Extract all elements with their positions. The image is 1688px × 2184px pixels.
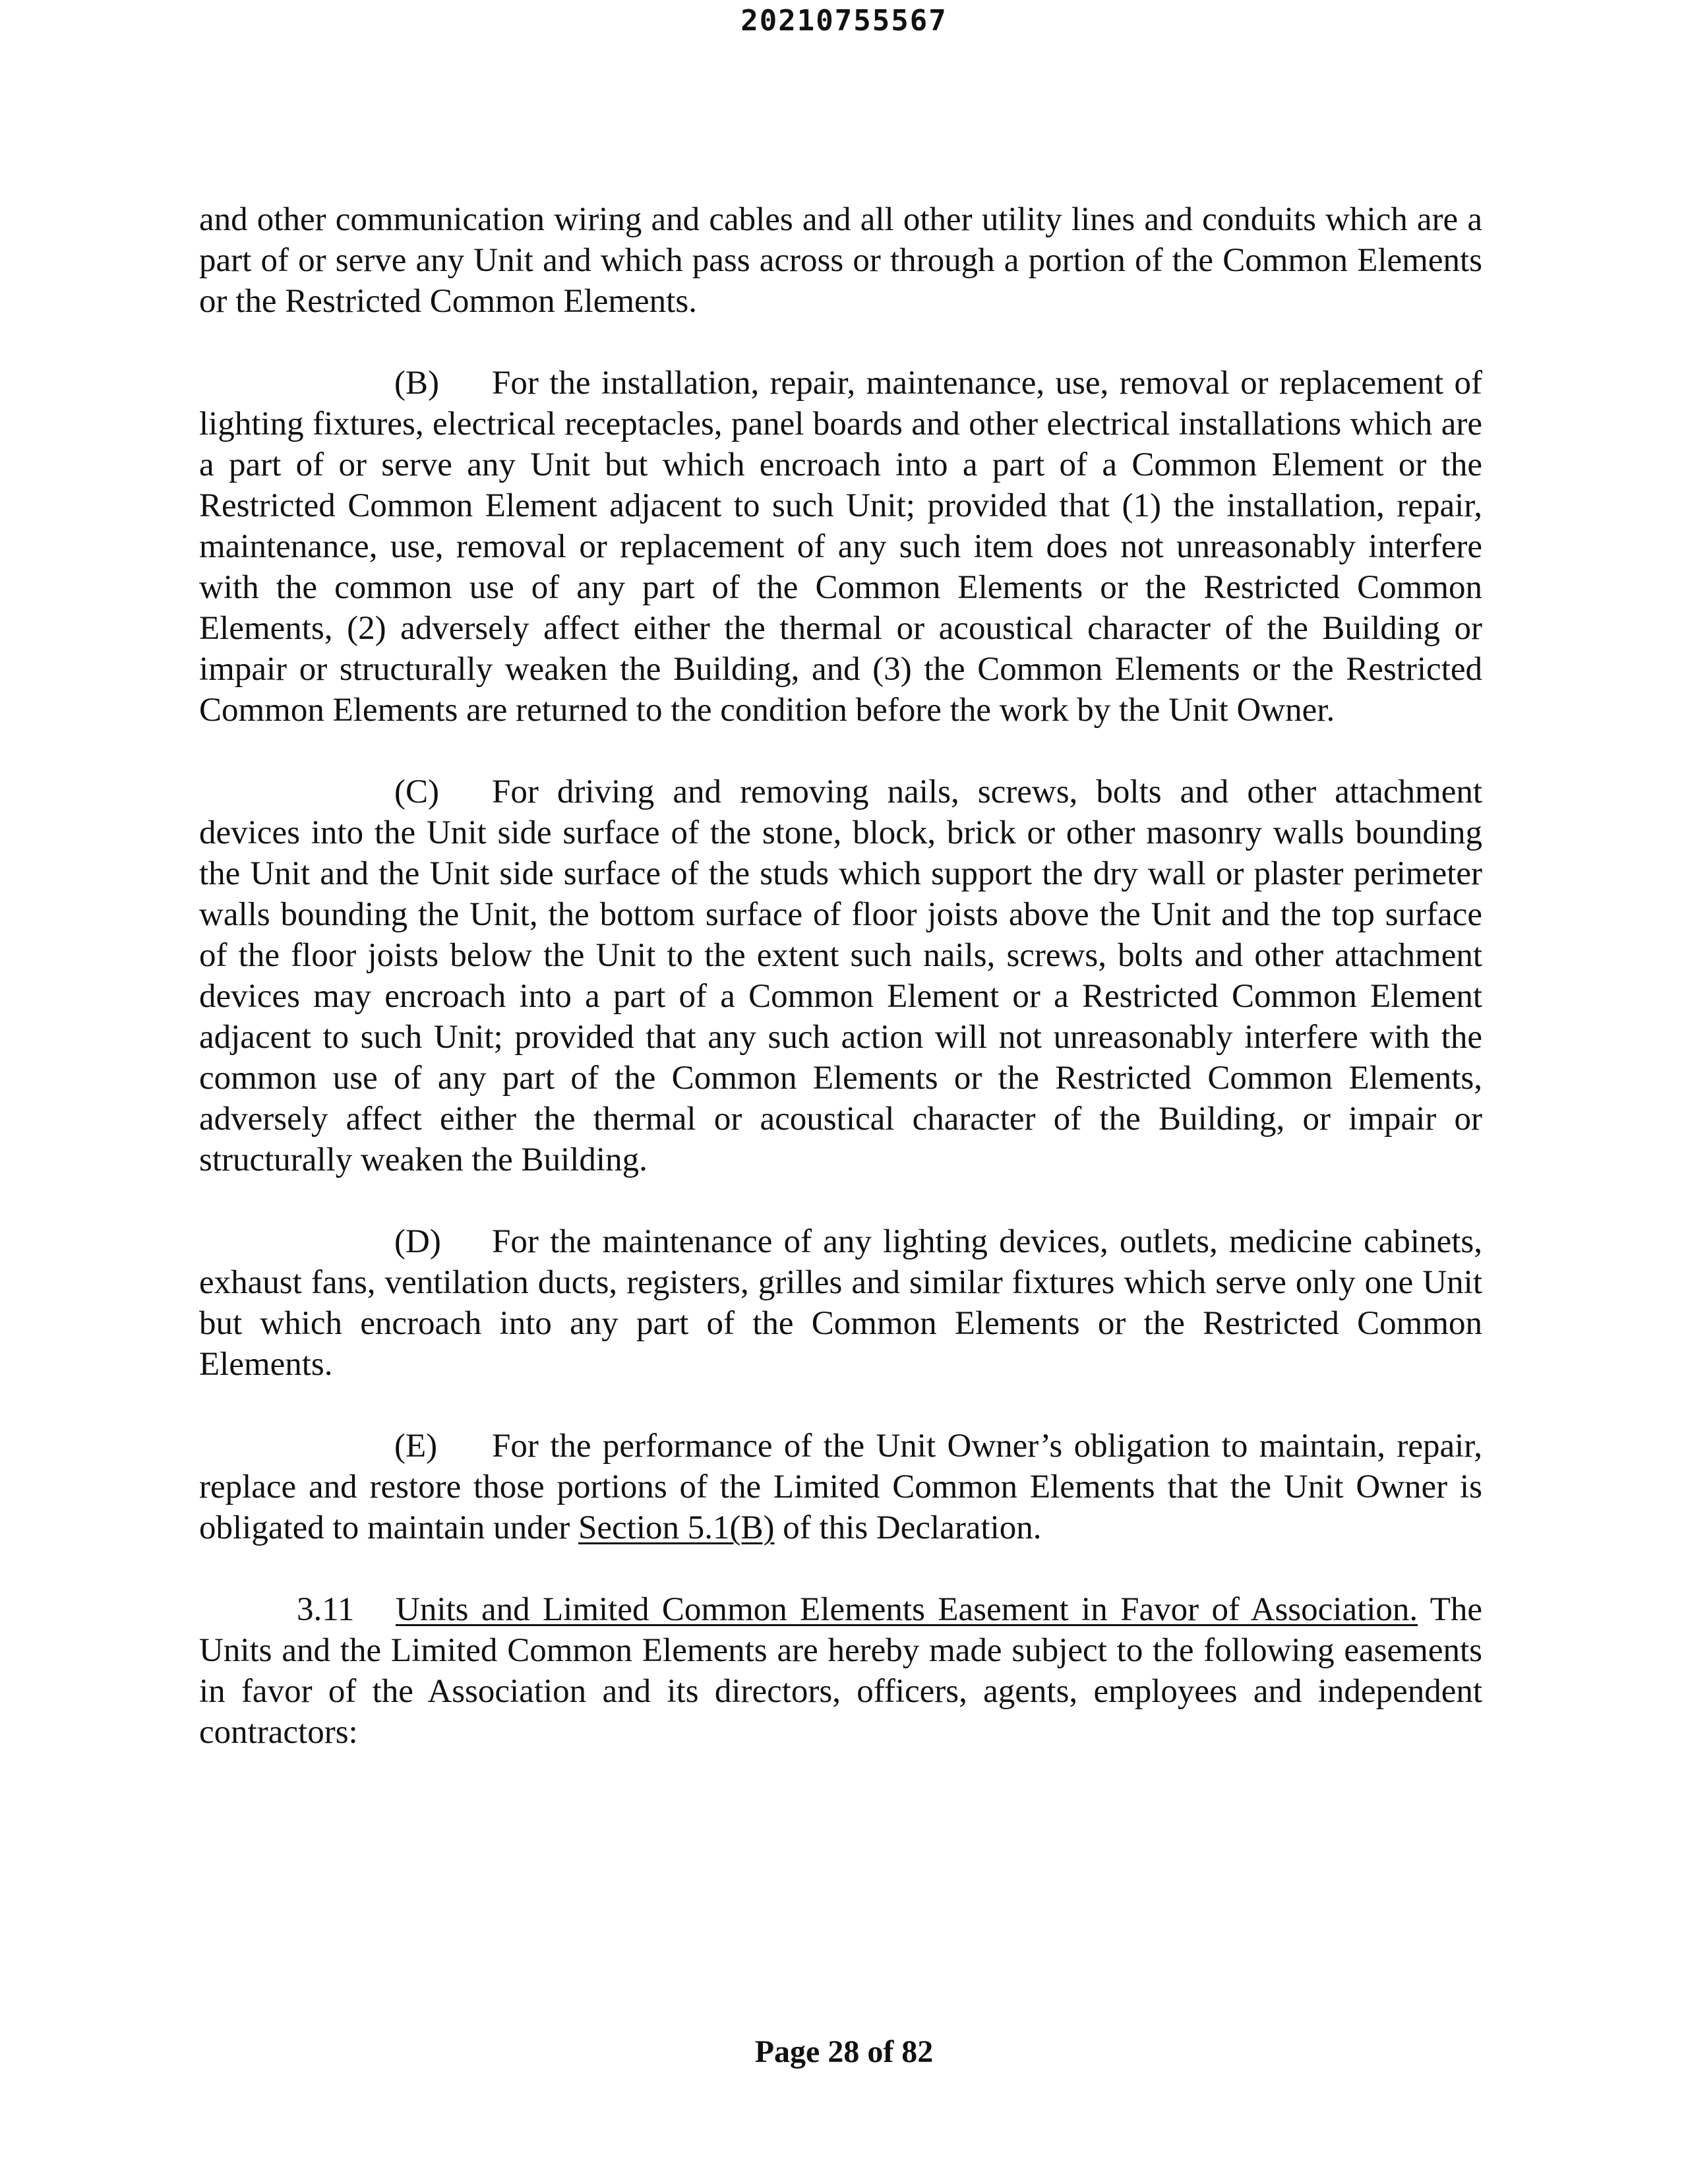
paragraph-c-text: For driving and removing nails, screws, bolts and other attachment devices into the Unit side surface of the stone, block, brick or other masonry walls bounding the Unit and the Unit side surface of the studs which support the dry wall or plaster perimeter walls bounding the Unit, the bottom surface of floor joists above the Unit and the top surface of the floor joists below the Unit to the extent such nails, screws, bolts and other attachment devices may encroach into a part of a Common Element or a Restricted Common Element adjacent to such Unit; provided that any such action will not unreasonably interfere with the common use of any part of the Common Elements or the Restricted Common Elements, adversely affect either the thermal or acoustical character of the Building, or impair or structurally weaken the Building. [199, 774, 1482, 1178]
section-number: 3.11 [297, 1591, 355, 1628]
paragraph-b-marker: (B) [394, 365, 439, 402]
page-number: Page 28 of 82 [754, 2034, 934, 2069]
paragraph-b-text: For the installation, repair, maintenance, use, removal or replacement of lighting fixtures, electrical receptacles, panel boards and other electrical installations which are a part of or serve any Unit but which encroach into a part of a Common Element or the Restricted Common Element adjacent to such Unit; provided that (1) the installation, repair, maintenance, use, removal or replacement of any such item does not unreasonably interfere with the common use of any part of the Common Elements or the Restricted Common Elements, (2) adversely affect either the thermal or acoustical character of the Building or impair or structurally weaken the Building, and (3) the Common Elements or the Restricted Common Elements are returned to the condition before the work by the Unit Owner. [199, 365, 1482, 729]
section-heading: Units and Limited Common Elements Easement in Favor of Association. [396, 1591, 1418, 1628]
section-text: The Units and the Limited Common Elements are hereby made subject to the following easements in favor of the Association and its directors, officers, agents, employees and independent contractors: [199, 1591, 1482, 1751]
paragraph-d [199, 1221, 1482, 1385]
continuation-paragraph: and other communication wiring and cables and all other utility lines and conduits which are a part of or serve any Unit and which pass across or through a portion of the Common Elements or the Restricted Common Elements. [199, 201, 1482, 320]
paragraph-d-text: For the maintenance of any lighting devices, outlets, medicine cabinets, exhaust fans, ventilation ducts, registers, grilles and similar fixtures which serve only one Unit but which encroach into any part of the Common Elements or the Restricted Common Elements. [199, 1223, 1482, 1383]
section-reference-link: Section 5.1(B) [578, 1509, 775, 1546]
paragraph-c [199, 772, 1482, 1180]
paragraph-e-text-after: of this Declaration. [783, 1509, 1042, 1546]
paragraph-b [199, 363, 1482, 731]
document-body [199, 199, 1482, 1753]
document-number: 20210755567 [740, 4, 948, 38]
paragraph-c-marker: (C) [394, 774, 439, 810]
paragraph-e-text: For the performance of the Unit Owner’s obligation to maintain, repair, replace and restore those portions of the Limited Common Elements that the Unit Owner is obligated to maintain under [199, 1428, 1482, 1546]
paragraph-d-marker: (D) [394, 1223, 441, 1260]
section-3-11 [199, 1589, 1482, 1753]
paragraph-e [199, 1426, 1482, 1548]
paragraph-e-marker: (E) [394, 1428, 438, 1465]
